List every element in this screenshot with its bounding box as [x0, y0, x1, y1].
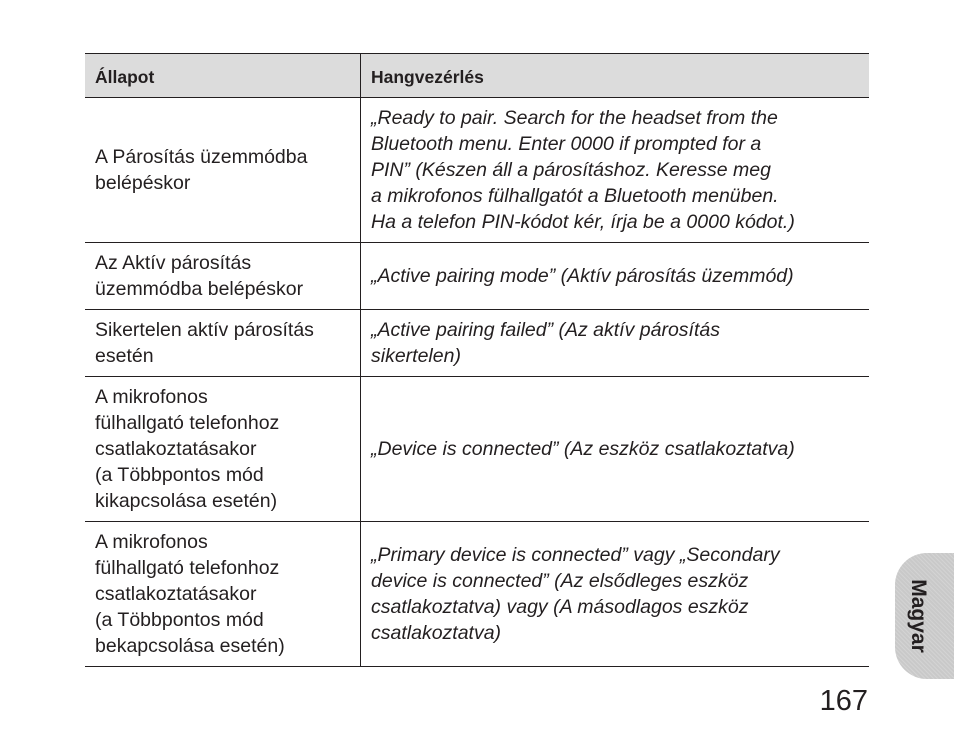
row-state-cell: A Párosítás üzemmódba belépéskor	[85, 98, 361, 243]
header-voice-prompt: Hangvezérlés	[361, 54, 870, 98]
voice-prompt-table	[85, 53, 869, 667]
table-row	[85, 310, 869, 377]
header-state: Állapot	[85, 54, 361, 98]
page-number: 167	[819, 685, 868, 717]
row-state-cell: A mikrofonos fülhallgató telefonhoz csatlakoztatásakor (a Többpontos mód bekapcsolása esetén)	[85, 522, 361, 667]
row-voice-cell: „Active pairing mode” (Aktív párosítás üzemmód)	[361, 243, 870, 310]
table-header-row	[85, 54, 869, 98]
row-state-cell: A mikrofonos fülhallgató telefonhoz csatlakoztatásakor (a Többpontos mód kikapcsolása esetén)	[85, 377, 361, 522]
table-row	[85, 98, 869, 243]
row-voice-cell: „Active pairing failed” (Az aktív párosítás sikertelen)	[361, 310, 870, 377]
row-voice-cell: „Ready to pair. Search for the headset from the Bluetooth menu. Enter 0000 if prompted for a PIN” (Készen áll a párosításhoz. Keresse meg a mikrofonos fülhallgatót a Bluetooth menüben. Ha a telefon PIN-kódot kér, írja be a 0000 kódot.)	[361, 98, 870, 243]
row-state-cell: Az Aktív párosítás üzemmódba belépéskor	[85, 243, 361, 310]
row-state-cell: Sikertelen aktív párosítás esetén	[85, 310, 361, 377]
row-voice-cell: „Device is connected” (Az eszköz csatlakoztatva)	[361, 377, 870, 522]
row-voice-cell: „Primary device is connected” vagy „Secondary device is connected” (Az elsődleges eszköz csatlakoztatva) vagy (A másodlagos eszköz csatlakoztatva)	[361, 522, 870, 667]
table-row	[85, 522, 869, 667]
table-row	[85, 377, 869, 522]
language-side-tab-label: Magyar	[907, 579, 930, 653]
table-row	[85, 243, 869, 310]
